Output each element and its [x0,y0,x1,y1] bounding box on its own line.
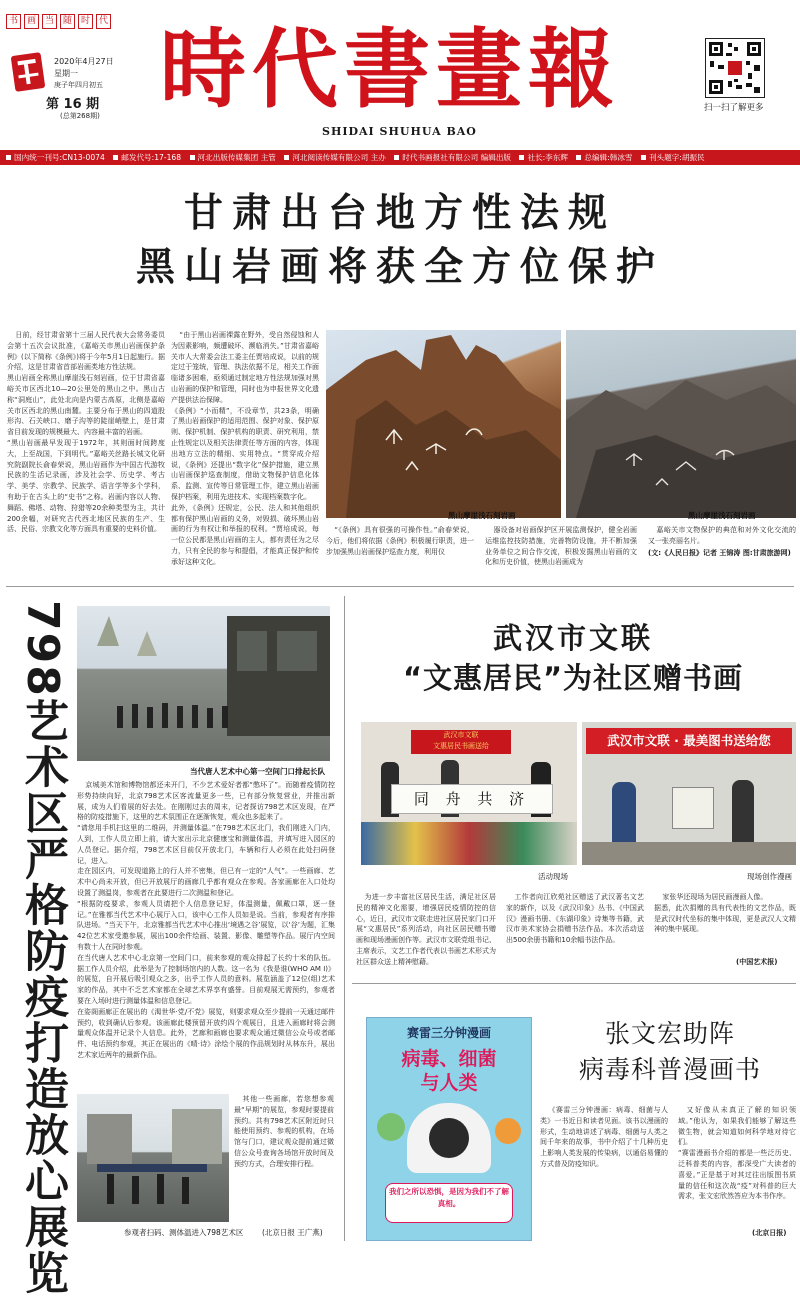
info-item: 时代书画报社有限公司 编辑出版 [402,153,512,162]
lead-credit: (文:《人民日报》记者 王锦涛 图:甘肃旅游网) [648,549,791,557]
qr-caption: 扫一扫了解更多 [704,103,764,113]
slogan-char: 书 [6,14,21,29]
masthead-slogan [6,8,114,29]
zhang-headline-2: 病毒科普漫画书 [578,1055,761,1084]
lead-column-2: “由于黑山岩画裸露在野外，受自然侵蚀和人为因素影响，频遭破坏、濒临消失。”甘肃省嘉峪关市人大常委会法工委主任贾培成说，以前的规定过于笼统，管理、执法依据不足，相关工作面临诸多困难，亟须通过制定地方性法规加强对黑山岩画的保护和管理，同时也为申报世界文化遗产提供法治保障。 《条例》“小而精”，不设章节，共23条，明确了黑山岩画保护的适用范围、保护对象、保护原则、保护机制、保护机构的职责、研究利用，禁止性规定以及相关法律责任等方面的内容，体现出地方立法的精细、实用特点。“贯穿成介绍说，《条例》还提出“数字化”保护措施，建立黑山岩画保护巡查制度，借助文物保护信息化体系、监测、宣传等日常管理工作，建立黑山岩画保护档案，利用先进技术、实现档案数字化。 此外，《条例》还规定，公民、法人和其他组织都有保护黑山岩画的义务，对毁损、破坏黑山岩画的行为有权让和举报的权利。“贾培成说，每一位公民都是黑山岩画的主人，都有责任为之尽力，只有全民的参与和提倡，才能真正保护和传承好这种文化。 [171,331,319,566]
section-divider-2 [352,983,796,984]
book-title-1: 病毒、细菌 [401,1048,497,1070]
issue-number: 第 16 期 [46,97,100,112]
wuhan-caption-right: 现场创作漫画 [747,872,792,881]
book-title-2: 与人类 [420,1072,478,1094]
masthead-title: 時代書畫報 [160,19,620,120]
info-item: 刊头题字:胡振民 [648,153,705,162]
info-item: 河北出版传媒集团 主管 [197,153,276,162]
lead-column-5: 嘉峪关市文物保护的典范和对外文化交流的又一张亮丽名片。 [648,526,796,545]
wuhan-headline-2: “文惠居民”为社区赠书画 [402,661,744,695]
slogan-char: 随 [60,14,75,29]
slogan-char: 时 [78,14,93,29]
library-banner: 武汉市文联 · 最美图书送给您 [586,728,792,754]
calligraphy-scroll: 同 舟 共 济 [391,784,553,814]
masthead-date: 2020年4月27日 [54,57,114,66]
lead-column-4: 器设备对岩画保护区开展监测保护，健全岩画运维监控技防措施，完善物防设施，并不断加强业务单位之间合作交流，积极发掘黑山岩画的文化和历史价值，使黑山岩画成为 [485,526,637,567]
slogan-char: 当 [42,14,57,29]
lead-headline-1: 甘肃出台地方性法规 [183,191,616,236]
lead-headline-2: 黑山岩画将获全方位保护 [135,245,664,290]
queue-photo-caption: 当代唐人艺术中心第一空间门口排起长队 [190,767,325,776]
rock-art-photo-left [326,330,561,518]
wuhan-column-1: 为进一步丰富社区居民生活，满足社区居民的精神文化需要，增强居民疫情防控的信心，近日，武汉市文联走进社区居民家门口开展“文惠居民”系列活动，向社区居民赠书赠画和现场漫画创作等。武汉市文联党组书记、主席表示，文艺工作者代表以书画艺术形式为社区群众送上精神慰藉。 [356,893,496,966]
qr-code[interactable] [705,38,765,98]
queue-photo [77,606,330,761]
wuhan-column-2: 工作者向江欣苑社区赠送了武汉著名文艺家的新作，以及《武汉印象》丛书、《中国武汉》漫画书册、《东湖印象》诗集等书籍，武汉市美术家协会捐赠书法作品。本次活动送出500余册书籍和10余幅书法作品。 [506,893,644,945]
column-divider [344,596,345,1241]
qr-code-icon [706,39,764,97]
art798-side-column: 其他一些画廊，若您想参观最“早期”的展览，参观时要提前预约。共有798艺术区附近时只能使用预约、参观的机构，在场馆与门口，建议观众提前通过微信公众号查询各场馆开放时间及预约方式，合理安排行程。 [234,1095,334,1168]
lead-column-3: “《条例》具有很强的可操作性。”俞春荣说，今后，他们将依据《条例》积极履行职责，进一步加强黑山岩画保护巡查力度，利用仪 [326,526,474,556]
rock-art-photo-right [566,330,796,518]
zhang-column-2: 又好像从未真正了解的知识领域。”他认为，如果我们能够了解这些微生物，就会知道如何科学地对待它们。 “赛雷漫画书介绍的都是一些泛历史、泛科普类的内容，都深受广大读者的喜爱。”正是基于对其过往出版图书质量的信任和这次战“疫”对科普的巨大需求，张文宏欣然答应为本书作序。 [678,1106,796,1201]
slogan-char: 画 [24,14,39,29]
wuhan-column-3: 家张华还现场为居民画漫画人像。 据悉，此次捐赠的具有代表性的文艺作品，既是武汉时代坐标的集中体现，更是武汉人文精神的集中展现。 [654,893,796,934]
wuhan-headline-1: 武汉市文联 [492,621,653,655]
info-item: 社长:李东辉 [527,153,568,162]
zhang-column-1: 《赛雷三分钟漫画：病毒、细菌与人类》一书近日和读者见面。该书以漫画的形式，生动地讲述了病毒、细菌与人类之间千年来的故事，书中介绍了十几种历史上影响人类发展的传染病，以通俗易懂的方式普及防疫知识。 [540,1106,668,1168]
masthead-weekday: 星期一 [54,69,78,78]
wuhan-caption-left: 活动现场 [538,872,568,881]
art798-credit: (北京日报 王广燕) [262,1228,323,1237]
book-bubble: 我们之所以恐惧，是因为我们不了解真相。 [385,1183,513,1223]
zhang-headline-1: 张文宏助阵 [604,1019,735,1048]
banner-text-1: 武汉市文联 [443,731,479,739]
calligraphy-photo [361,722,577,865]
masthead-lunar: 庚子年四月初五 [54,81,103,89]
lead-photo-caption-right: 黑山摩崖浅石刻岩画 [688,511,756,520]
art798-body: 京城美术馆和博物馆都还未开门，不少艺术爱好者都“憋坏了”。而随着疫情防控形势持续向好，北京798艺术区客流量更多一些，已有部分恢复营业，并推出新展，成为人们看展的好去处。在刚刚过去的周末，记者探访798艺术区发现，在严格的防疫措施下，这里的艺术氛围正在逐渐恢复，观众也多起来了。 “请您用手机扫这里的二维码，并测量体温。”在798艺术区北门，我们刚进入门内，人到，工作人员立即上前，请大家出示北京健康宝和测量体温，并填写进入园区的人员登记。据介绍，798艺术区目前仅开放北门，车辆和行人必须在此处扫码登记，进入。 走在园区内，可发现道路上的行人并不密集，但已有一定的“人气”。一些画廊、艺术中心尚未开放，但已开放展厅的画廊几乎都有观众在参观。各家画廊在入口处均设置了测温岗，参观者在此要进行二次测温和登记。 “根据防疫要求，参观人员请把个人信息登记好，体温测量，佩戴口罩，逐一登记。”在雅都当代艺术中心展厅入口，该中心工作人员如是说。当前，参观者有序排队进场。“当天下午，北京雅都当代艺术中心推出‘境遇之谷’展览，以‘谷’为题，汇集42位艺术家受邀参展，展出100余件绘画、装置、影像、雕塑等作品。展厅内空间有数十人在同时参观。 在当代唐人艺术中心北京第一空间门口，前来参观的观众排起了长约十米的队伍。据工作人员介绍，此举是为了控制场馆内的人数。这一名为《我是谁(WHO AM I)》的展览，自开展后吸引观众之多，出乎工作人员的意料。展览涵盖了12位(组)艺术家的作品，其中不乏艺术家都在全球艺术界享有盛誉。目前观展无需预约，参观者要在入场时进行测量体温和信息登记。 在姿阁画廊正在展出的《渴世华·党/不党》展览，则要求观众至少提前一天通过邮件预约，收到确认后参观。该画廊此楼预留开放约四个观展日，且进入画廊时将会测量观众体温并记录个人信息。此外，艺廊和画廊也要求观众通过微信公众号或者邮件、电话预约参观，其正在展出的《晴·诗》涂绘个展的作品规划时从林东升，展出艺术家近两年的最新作品。 [77,781,335,1059]
lead-photo-caption-left: 黑山摩崖浅石刻岩画 [448,511,516,520]
zhang-credit: (北京日报) [752,1229,787,1237]
total-issue: (总第268期) [60,112,100,120]
book-series: 赛雷三分钟漫画 [406,1026,491,1040]
seal-logo [11,52,46,92]
info-item: 邮发代号:17-168 [121,153,182,162]
info-item: 国内统一刊号:CN13-0074 [14,153,105,162]
art798-vertical-headline: 798艺术区严格防疫打造放心展览 [17,600,68,1296]
section-divider [6,586,794,587]
info-item: 总编辑:韩冰雪 [584,153,633,162]
wuhan-credit: (中国艺术报) [736,958,778,966]
entrance-photo [77,1094,229,1222]
masthead-pinyin: SHIDAI SHUHUA BAO [322,125,477,138]
banner-text-2: 文惠居民书画送给 [433,742,489,750]
entrance-photo-caption: 参观者扫码、测体温进入798艺术区 [124,1228,244,1237]
book-cover [366,1017,532,1241]
info-item: 河北阅读传媒有限公司 主办 [292,153,386,162]
lead-column-1: 日前，经甘肃省第十三届人民代表大会常务委员会第十五次会议批准，《嘉峪关市黑山岩画保护条例》(以下简称《条例》)将于今年5月1日起施行。据介绍，这是甘肃省首部岩画类地方性法规。 黑山岩画全称黑山摩崖浅石刻岩画，位于甘肃省嘉峪关市区西北10—20公里处的黑山之中。黑山古称“洞庭山”，此处北向是内蒙古高原，北侧是嘉峪关市区西北的黑山南麓。主要分布于黑山的四道股形沟、石关峡口、磨子沟等的陡崖峭壁上，是甘肃省目前发现的规模最大、内容最丰富的岩画。 “黑山岩画最早发现于1972年，其则面时间跨度大，上至战国，下到明代。”嘉峪关丝路长城文化研究院副院长俞春荣说，黑山岩画作为中国古代游牧民族的生活记录画，涉及社会学、历史学、考古学、美学、宗教学、民族学、语言学等多个学科，有助于在古头上的“史书”之称。岩画内容以人物、舞蹈、佛塔、动物、狩猎等20余种类型为主，共计200余幅，对研究古代西北地区民族的生产、生活、民俗、宗教文化等方面具有重要的史料价值。 [7,331,165,534]
info-bar [0,150,800,165]
cartoon-drawing-photo [582,722,796,865]
slogan-char: 代 [96,14,111,29]
